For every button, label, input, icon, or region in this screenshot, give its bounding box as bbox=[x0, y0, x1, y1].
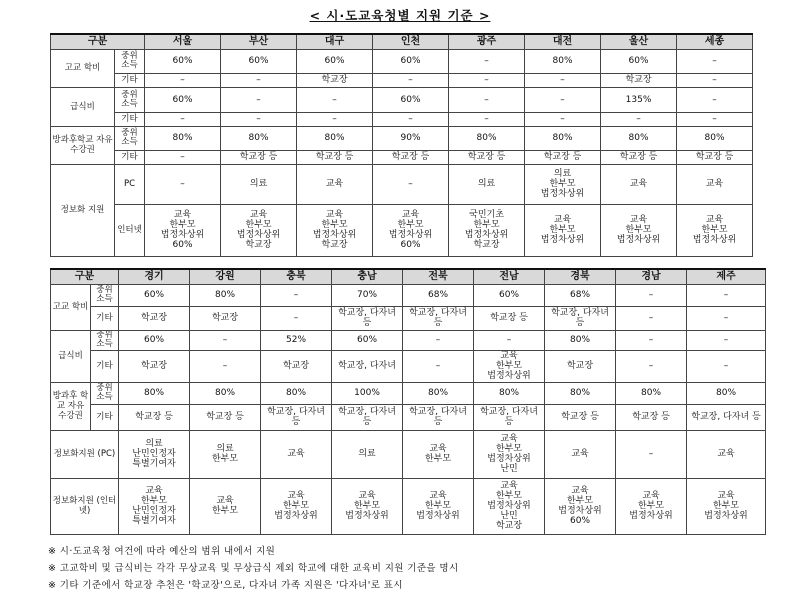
table-row bbox=[51, 430, 766, 478]
table-cell: 학교장 등 bbox=[221, 150, 297, 164]
table-cell: 60% bbox=[373, 87, 449, 112]
table-cell: 교육 한부모 bbox=[403, 430, 474, 478]
header-region: 부산 bbox=[221, 34, 297, 49]
header-region: 경북 bbox=[545, 269, 616, 284]
table-cell: – bbox=[190, 330, 261, 350]
header-region: 인천 bbox=[373, 34, 449, 49]
table-row bbox=[51, 382, 766, 404]
table-cell: 60% bbox=[145, 49, 221, 73]
table-cell: 135% bbox=[601, 87, 677, 112]
row-sub-label: PC bbox=[115, 164, 145, 204]
table-cell: 교육 bbox=[297, 164, 373, 204]
table-cell: 교육 한부모 법정차상위 bbox=[687, 478, 766, 534]
page-title: < 시·도교육청별 지원 기준 > bbox=[309, 8, 491, 23]
table-cell: 학교장 등 bbox=[525, 150, 601, 164]
table-cell: 학교장 등 bbox=[677, 150, 753, 164]
table-cell: 80% bbox=[145, 126, 221, 150]
table-cell: 학교장 bbox=[190, 306, 261, 330]
table-cell: 학교장 bbox=[601, 73, 677, 87]
table-cell: 80% bbox=[601, 126, 677, 150]
row-group-label: 정보화지원 (PC) bbox=[51, 430, 119, 478]
table-cell: – bbox=[449, 87, 525, 112]
header-category: 구분 bbox=[51, 269, 119, 284]
row-group-label: 정보화지원 (인터넷) bbox=[51, 478, 119, 534]
table-cell: – bbox=[145, 73, 221, 87]
row-sub-label: 기타 bbox=[115, 150, 145, 164]
table-cell: – bbox=[677, 112, 753, 126]
table-cell: 의료 bbox=[221, 164, 297, 204]
table-cell: 68% bbox=[403, 284, 474, 306]
row-sub-label: 기타 bbox=[115, 112, 145, 126]
table-cell: 80% bbox=[297, 126, 373, 150]
header-region: 제주 bbox=[687, 269, 766, 284]
table-cell: – bbox=[373, 112, 449, 126]
table-row bbox=[51, 49, 753, 73]
table-cell: 교육 한부모 법정차상위 bbox=[332, 478, 403, 534]
row-sub-label: 중위 소득 bbox=[91, 330, 119, 350]
table-cell: 교육 한부모 법정차상위 bbox=[403, 478, 474, 534]
row-sub-label: 중위 소득 bbox=[91, 284, 119, 306]
table-row bbox=[51, 306, 766, 330]
row-sub-label: 인터넷 bbox=[115, 204, 145, 256]
row-sub-label: 기타 bbox=[91, 306, 119, 330]
table-cell: – bbox=[616, 430, 687, 478]
table-cell: 80% bbox=[449, 126, 525, 150]
table-cell: – bbox=[616, 350, 687, 382]
table-cell: 의료 bbox=[332, 430, 403, 478]
table-cell: 80% bbox=[545, 382, 616, 404]
table-cell: – bbox=[525, 73, 601, 87]
table-cell: – bbox=[449, 112, 525, 126]
table-cell: – bbox=[677, 73, 753, 87]
header-region: 경남 bbox=[616, 269, 687, 284]
table-cell: 교육 한부모 법정차상위 bbox=[601, 204, 677, 256]
table-cell: 교육 한부모 법정차상위 60% bbox=[373, 204, 449, 256]
table-cell: 교육 한부모 bbox=[190, 478, 261, 534]
table-cell: – bbox=[373, 164, 449, 204]
table-cell: 학교장 bbox=[545, 350, 616, 382]
table-cell: – bbox=[449, 73, 525, 87]
header-region: 세종 bbox=[677, 34, 753, 49]
table-cell: 60% bbox=[474, 284, 545, 306]
row-group-label: 고교 학비 bbox=[51, 49, 115, 87]
row-sub-label: 중위 소득 bbox=[115, 87, 145, 112]
table-cell: – bbox=[677, 49, 753, 73]
table-cell: 교육 한부모 법정차상위 bbox=[677, 204, 753, 256]
table-cell: 80% bbox=[119, 382, 190, 404]
table-cell: 학교장 등 bbox=[545, 404, 616, 430]
header-region: 광주 bbox=[449, 34, 525, 49]
header-region: 경기 bbox=[119, 269, 190, 284]
table-cell: 학교장, 다자녀 bbox=[332, 350, 403, 382]
table-cell: 교육 한부모 법정차상위 학교장 bbox=[221, 204, 297, 256]
table-row bbox=[51, 126, 753, 150]
table-cell: 80% bbox=[221, 126, 297, 150]
table-cell: 80% bbox=[525, 126, 601, 150]
table-cell: 80% bbox=[190, 284, 261, 306]
table-row bbox=[51, 404, 766, 430]
table-row bbox=[51, 330, 766, 350]
table-cell: 80% bbox=[525, 49, 601, 73]
table-cell: 학교장 bbox=[297, 73, 373, 87]
table-cell: 학교장 bbox=[261, 350, 332, 382]
table-cell: 60% bbox=[601, 49, 677, 73]
table-cell: 60% bbox=[119, 330, 190, 350]
row-sub-label: 기타 bbox=[115, 73, 145, 87]
table-cell: 교육 한부모 법정차상위 학교장 bbox=[297, 204, 373, 256]
table-cell: – bbox=[145, 164, 221, 204]
table-cell: – bbox=[403, 330, 474, 350]
table-cell: – bbox=[373, 73, 449, 87]
table-cell: 교육 bbox=[261, 430, 332, 478]
support-criteria-table-2 bbox=[50, 268, 766, 535]
header-region: 전남 bbox=[474, 269, 545, 284]
table-cell: 학교장, 다자녀 등 bbox=[332, 404, 403, 430]
header-category: 구분 bbox=[51, 34, 145, 49]
table-cell: 교육 한부모 법정차상위 난민 bbox=[474, 430, 545, 478]
table-cell: – bbox=[687, 306, 766, 330]
table-cell: 교육 bbox=[687, 430, 766, 478]
table-cell: 60% bbox=[145, 87, 221, 112]
header-region: 전북 bbox=[403, 269, 474, 284]
table-row bbox=[51, 112, 753, 126]
table-cell: 90% bbox=[373, 126, 449, 150]
table-cell: – bbox=[190, 350, 261, 382]
table-cell: 학교장 bbox=[119, 350, 190, 382]
table-cell: 학교장, 다자녀 등 bbox=[332, 306, 403, 330]
table-cell: 80% bbox=[403, 382, 474, 404]
table-cell: – bbox=[261, 306, 332, 330]
table-cell: 의료 한부모 법정차상위 bbox=[525, 164, 601, 204]
footnote: ※ 시·도교육청 여건에 따라 예산의 범위 내에서 지원 bbox=[48, 546, 276, 557]
table-cell: 의료 난민인정자 특별기여자 bbox=[119, 430, 190, 478]
table-cell: – bbox=[449, 49, 525, 73]
table-row bbox=[51, 350, 766, 382]
table-cell: 교육 한부모 법정차상위 bbox=[474, 350, 545, 382]
table-cell: 60% bbox=[332, 330, 403, 350]
table-cell: 80% bbox=[687, 382, 766, 404]
footnote: ※ 고교학비 및 급식비는 각각 무상교육 및 무상급식 제외 학교에 대한 교육비 지원 기준을 명시 bbox=[48, 563, 459, 574]
table-cell: – bbox=[297, 87, 373, 112]
table-cell: 교육 한부모 법정차상위 bbox=[525, 204, 601, 256]
table-cell: 학교장 등 bbox=[190, 404, 261, 430]
table-row bbox=[51, 73, 753, 87]
table-cell: 학교장, 다자녀 등 bbox=[403, 306, 474, 330]
table-cell: 학교장, 다자녀 등 bbox=[261, 404, 332, 430]
table-cell: – bbox=[145, 112, 221, 126]
table-cell: – bbox=[525, 112, 601, 126]
table-cell: 학교장 등 bbox=[601, 150, 677, 164]
table-cell: 학교장 등 bbox=[373, 150, 449, 164]
table-cell: 80% bbox=[474, 382, 545, 404]
table-cell: 80% bbox=[190, 382, 261, 404]
table-cell: – bbox=[687, 350, 766, 382]
table-cell: – bbox=[687, 284, 766, 306]
table-cell: 학교장, 다자녀 등 bbox=[403, 404, 474, 430]
support-criteria-table-1 bbox=[50, 33, 753, 257]
table-cell: 70% bbox=[332, 284, 403, 306]
row-group-label: 고교 학비 bbox=[51, 284, 91, 330]
table-cell: 교육 bbox=[545, 430, 616, 478]
table-cell: 100% bbox=[332, 382, 403, 404]
table-cell: 학교장 등 bbox=[297, 150, 373, 164]
table-cell: 교육 한부모 법정차상위 60% bbox=[145, 204, 221, 256]
table-cell: – bbox=[221, 87, 297, 112]
table-cell: 학교장, 다자녀 등 bbox=[474, 404, 545, 430]
header-region: 대구 bbox=[297, 34, 373, 49]
table-cell: 교육 bbox=[677, 164, 753, 204]
table-cell: 의료 한부모 bbox=[190, 430, 261, 478]
header-region: 강원 bbox=[190, 269, 261, 284]
table-cell: – bbox=[297, 112, 373, 126]
table-row bbox=[51, 284, 766, 306]
table-cell: 교육 한부모 법정차상위 난민 학교장 bbox=[474, 478, 545, 534]
table-cell: 80% bbox=[677, 126, 753, 150]
table-header-row bbox=[51, 269, 766, 284]
table-cell: 60% bbox=[221, 49, 297, 73]
table-cell: – bbox=[601, 112, 677, 126]
table-cell: 68% bbox=[545, 284, 616, 306]
table-cell: – bbox=[616, 330, 687, 350]
table-cell: 60% bbox=[373, 49, 449, 73]
table-cell: 80% bbox=[261, 382, 332, 404]
header-region: 울산 bbox=[601, 34, 677, 49]
table-cell: 교육 한부모 법정차상위 60% bbox=[545, 478, 616, 534]
table-cell: 학교장 등 bbox=[449, 150, 525, 164]
row-sub-label: 중위 소득 bbox=[115, 126, 145, 150]
row-group-label: 급식비 bbox=[51, 87, 115, 126]
header-region: 충남 bbox=[332, 269, 403, 284]
row-group-label: 방과후 학교 자유 수강권 bbox=[51, 382, 91, 430]
row-sub-label: 기타 bbox=[91, 350, 119, 382]
header-region: 대전 bbox=[525, 34, 601, 49]
row-group-label: 정보화 지원 bbox=[51, 164, 115, 256]
table-cell: 60% bbox=[297, 49, 373, 73]
table-row bbox=[51, 87, 753, 112]
table-row bbox=[51, 150, 753, 164]
table-cell: 학교장, 다자녀 등 bbox=[687, 404, 766, 430]
table-cell: 학교장 bbox=[119, 306, 190, 330]
row-group-label: 방과후학교 자유 수강권 bbox=[51, 126, 115, 164]
row-group-label: 급식비 bbox=[51, 330, 91, 382]
table-cell: 60% bbox=[119, 284, 190, 306]
table-row bbox=[51, 164, 753, 204]
table-cell: – bbox=[616, 306, 687, 330]
table-cell: 교육 한부모 난민인정자 특별기여자 bbox=[119, 478, 190, 534]
row-sub-label: 중위 소득 bbox=[115, 49, 145, 73]
table-cell: 학교장 등 bbox=[119, 404, 190, 430]
table-cell: 80% bbox=[545, 330, 616, 350]
row-sub-label: 기타 bbox=[91, 404, 119, 430]
table-cell: 교육 한부모 법정차상위 bbox=[261, 478, 332, 534]
row-sub-label: 중위 소득 bbox=[91, 382, 119, 404]
table-cell: – bbox=[474, 330, 545, 350]
table-cell: – bbox=[403, 350, 474, 382]
table-cell: – bbox=[261, 284, 332, 306]
table-cell: 학교장, 다자녀 등 bbox=[545, 306, 616, 330]
table-cell: 교육 한부모 법정차상위 bbox=[616, 478, 687, 534]
header-region: 서울 bbox=[145, 34, 221, 49]
table-cell: 학교장 등 bbox=[474, 306, 545, 330]
footnote: ※ 기타 기준에서 학교장 추천은 '학교장'으로, 다자녀 가족 지원은 '다자녀'로 표시 bbox=[48, 580, 403, 591]
table-header-row bbox=[51, 34, 753, 49]
table-cell: – bbox=[221, 73, 297, 87]
table-cell: – bbox=[616, 284, 687, 306]
footnotes bbox=[48, 543, 459, 594]
table-cell: – bbox=[145, 150, 221, 164]
table-cell: 52% bbox=[261, 330, 332, 350]
table-cell: – bbox=[525, 87, 601, 112]
table-cell: 의료 bbox=[449, 164, 525, 204]
header-region: 충북 bbox=[261, 269, 332, 284]
table-cell: – bbox=[687, 330, 766, 350]
table-cell: – bbox=[677, 87, 753, 112]
table-cell: – bbox=[221, 112, 297, 126]
table-cell: 학교장 등 bbox=[616, 404, 687, 430]
table-row bbox=[51, 478, 766, 534]
table-cell: 교육 bbox=[601, 164, 677, 204]
table-cell: 국민기초 한부모 법정차상위 학교장 bbox=[449, 204, 525, 256]
table-cell: 80% bbox=[616, 382, 687, 404]
table-row bbox=[51, 204, 753, 256]
